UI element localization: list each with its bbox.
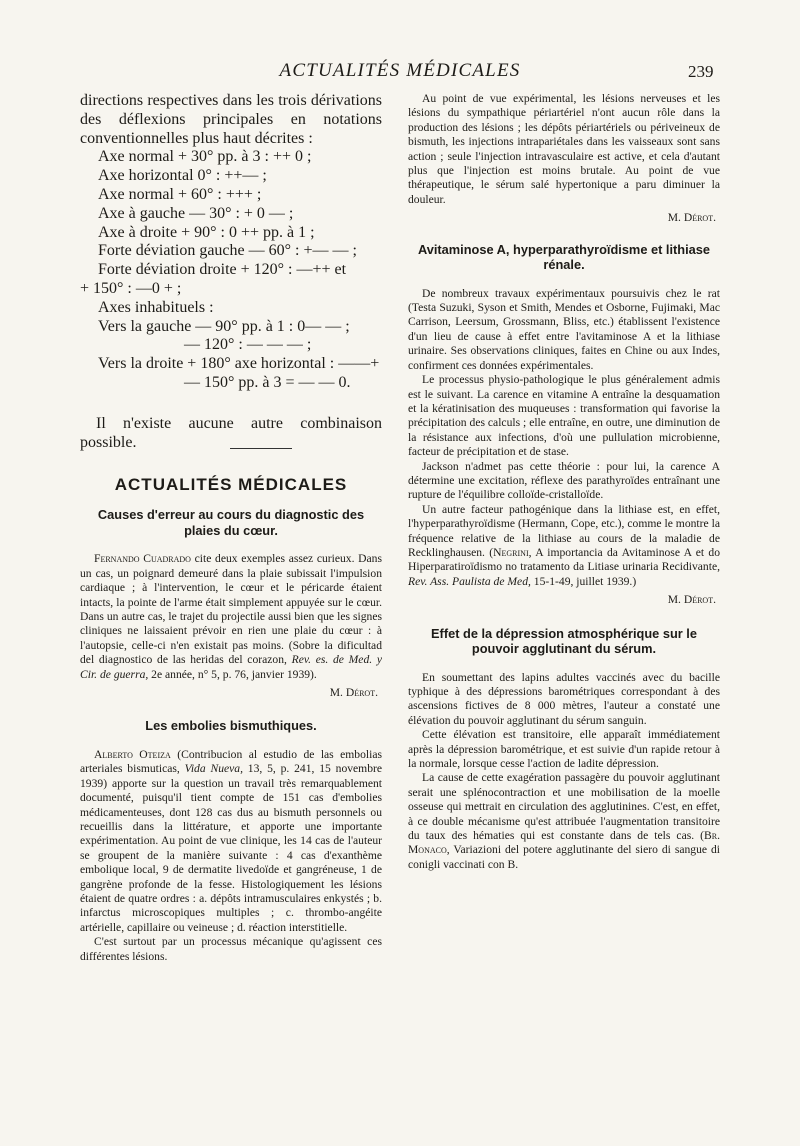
axis-line-continued: + 150° : —0 + ; xyxy=(80,279,182,297)
author-name: Alberto Oteiza xyxy=(94,747,171,761)
right-column xyxy=(408,92,720,872)
reference-title: Rev. es. de Med. y Cir. de guerra, xyxy=(80,653,382,681)
axis-line: Forte déviation gauche — 60° : +— — ; xyxy=(98,242,357,260)
body-text: 2e année, n° 5, p. 76, janvier 1939). xyxy=(148,667,317,681)
body-text: , A importancia da Avitaminose A et do Hiperparatiroïdismo no tratamento da Litiase urinaria Recidivante, xyxy=(408,545,720,574)
unusual-axes-label: Axes inhabituels : xyxy=(98,298,214,316)
page-number: 239 xyxy=(688,62,714,81)
section-title: ACTUALITÉS MÉDICALES xyxy=(114,475,348,495)
axis-line: Axe horizontal 0° : ++— ; xyxy=(98,167,267,185)
article-body: Cette élévation est transitoire, elle apparaît immédiatement après la dépression barométrique, et est suivie d'un rapide retour à la normale, lorsque cesse l'action de ladite dépression. xyxy=(408,728,720,771)
left-column xyxy=(80,92,382,964)
unusual-axis-line: — 150° pp. à 3 = — — 0. xyxy=(184,373,351,391)
section-divider xyxy=(230,448,292,449)
article-body xyxy=(408,771,720,872)
axis-line: Axe à gauche — 30° : + 0 — ; xyxy=(98,204,294,222)
body-text: La cause de cette exagération passagère du pouvoir agglutinant serait une splénocontraction et une mobilisation de la moelle osseuse qui mettrait en circulation des agglutinines. C'est, en effet, à ce double mécanisme qu'est attribuée l'augmentation transitoire du taux des hématies qui est constante dans de tels cas. ( xyxy=(408,771,720,843)
article-body xyxy=(80,552,382,682)
axes-intro: directions respectives dans les trois dérivations des déflexions principales en notations conventionnelles plus haut décrites : xyxy=(80,92,382,147)
article-title: Avitaminose A, hyperparathyroïdisme et lithiase rénale. xyxy=(417,241,711,273)
article-title: Effet de la dépression atmosphérique sur le pouvoir agglutinant du sérum. xyxy=(431,625,697,657)
unusual-axis-line: Vers la gauche — 90° pp. à 1 : 0— — ; xyxy=(98,317,350,335)
axis-line: Forte déviation droite + 120° : —++ et xyxy=(98,261,347,279)
reference-title: Rev. Ass. Paulista de Med, xyxy=(408,574,531,588)
article-body: Au point de vue expérimental, les lésions nerveuses et les lésions du sympathique périartériel n'ont aucun rôle dans la production des lésions ; les dépôts périartériels ou périveineux de bismuth, les injections intrapariétales dans les vaisseaux sont sans action ; seule l'injection intravasculaire est active, et cela d'autant plus que l'injection est moins brutale. Au point de vue thérapeutique, le sérum salé hypertonique a paru diminuer la douleur. xyxy=(408,92,720,206)
article-body xyxy=(408,503,720,589)
article-title: Les embolies bismuthiques. xyxy=(145,718,317,734)
author-name: Negrini xyxy=(493,545,529,559)
body-text: cite deux exemples assez curieux. Dans un cas, un poignard demeuré dans la plaie subissait l'impulsion cardiaque ; à l'intervention, le cœur et le péricarde étaient intacts, la pointe de l'arme était simplement appuyée sur le cœur. Dans un autre cas, le trajet du projectile aussi bien que les signes cliniques ne laissaient prévoir en rien une plaie du cœur : à l'autopsie, celle-ci n'en existait pas moins. (Sobre la dificultad del diagnostico de las heridas del corazon, xyxy=(80,552,382,667)
article-body xyxy=(80,748,382,935)
unusual-axis-line: — 120° : — — — ; xyxy=(184,336,312,354)
author-name: Fernando Cuadrado xyxy=(94,552,191,566)
axis-line: Axe normal + 30° pp. à 3 : ++ 0 ; xyxy=(98,148,312,166)
author-name: Br. Monaco xyxy=(408,829,720,857)
article-body: En soumettant des lapins adultes vaccinés avec du bacille typhique à des dépressions barométriques correspondant à des ascensions fictives de 8 000 mètres, l'auteur a constaté une élévation du pouvoir agglutinant du sérum sanguin. xyxy=(408,670,720,727)
article-body: C'est surtout par un processus mécanique qu'agissent ces différentes lésions. xyxy=(80,935,382,963)
running-head: ACTUALITÉS MÉDICALES xyxy=(279,60,521,81)
article-body: Jackson n'admet pas cette théorie : pour lui, la carence A détermine une excitation, réflexe des parathyroïdes entraînant une rupture de l'équilibre colloïde-cristalloïde. xyxy=(408,459,720,502)
body-text: , Variazioni del potere agglutinante del siero di sangue di conigli vaccinati con B. xyxy=(408,843,720,871)
article-title: Causes d'erreur au cours du diagnostic des plaies du cœur. xyxy=(97,507,365,538)
body-text: 13, 5, p. 241, 15 novembre 1939) apporte sur la question un travail très remarquablement documenté, puisqu'il tient compte de 151 cas d'embolies médicamenteuses, dont 128 cas dus au bismuth personnels ou recueillis dans la littérature, et apporte une importante expérimentation. Au point de vue clinique, les 14 cas de l'auteur se groupent de la manière suivante : 4 cas d'exanthème embolique local, 9 de dermatite livedoïde et gangréneuse, 1 de gangrène profonde de la fesse. Histologiquement les lésions étaient de quatre ordres : a. dépôts intramusculaires enkystés ; b. infarctus microscopiques multiples ; c. thrombo-angéite artérielle, capillaire ou veineuse ; d. réaction interstitielle. xyxy=(80,762,382,934)
signature: M. Dérot. xyxy=(667,593,716,607)
axis-line: Axe normal + 60° : +++ ; xyxy=(98,185,262,203)
article-body: De nombreux travaux expérimentaux poursuivis chez le rat (Testa Suzuki, Syson et Smith, Mendes et Osborne, Fujimaki, Mac Carrison, Leersum, Grossmann, Bliss, etc.) établissent l'existence d'un lieu de cause à effet entre l'avitaminose A et la lithiase urinaire. Ses observations cliniques, faites en Chine ou aux Indes, confirment ces données expérimentales. xyxy=(408,286,720,372)
signature: M. Dérot. xyxy=(329,686,378,699)
axis-line: Axe à droite + 90° : 0 ++ pp. à 1 ; xyxy=(98,223,315,241)
body-text: 15-1-49, juillet 1939.) xyxy=(530,574,637,588)
unusual-axis-line: Vers la droite + 180° axe horizontal : ——+ xyxy=(98,355,380,373)
body-text: Un autre facteur pathogénique dans la lithiase est, en effet, l'hyperparathyroïdisme (Hermann, Cope, etc.), comme le montre la fréquence relative de la lithiase au cours de la maladie de Recklinghausen. ( xyxy=(408,502,720,559)
axes-conclusion: Il n'existe aucune autre combinaison possible. xyxy=(80,414,382,451)
body-text: (Contribucion al estudio de las embolias arteriales bismuticas, xyxy=(80,747,382,776)
reference-title: Vida Nueva, xyxy=(184,762,243,776)
article-body: Le processus physio-pathologique le plus généralement admis est le suivant. La carence en vitamine A entraîne la desquamation et la kératinisation des muqueuses : transformation qui favorise la précipitation des calculs ; elle entraîne, en outre, une diminution de la résistance aux infections, d'où une pullulation microbienne, facteur de précipitation et de stase. xyxy=(408,373,720,459)
signature: M. Dérot. xyxy=(667,211,716,225)
